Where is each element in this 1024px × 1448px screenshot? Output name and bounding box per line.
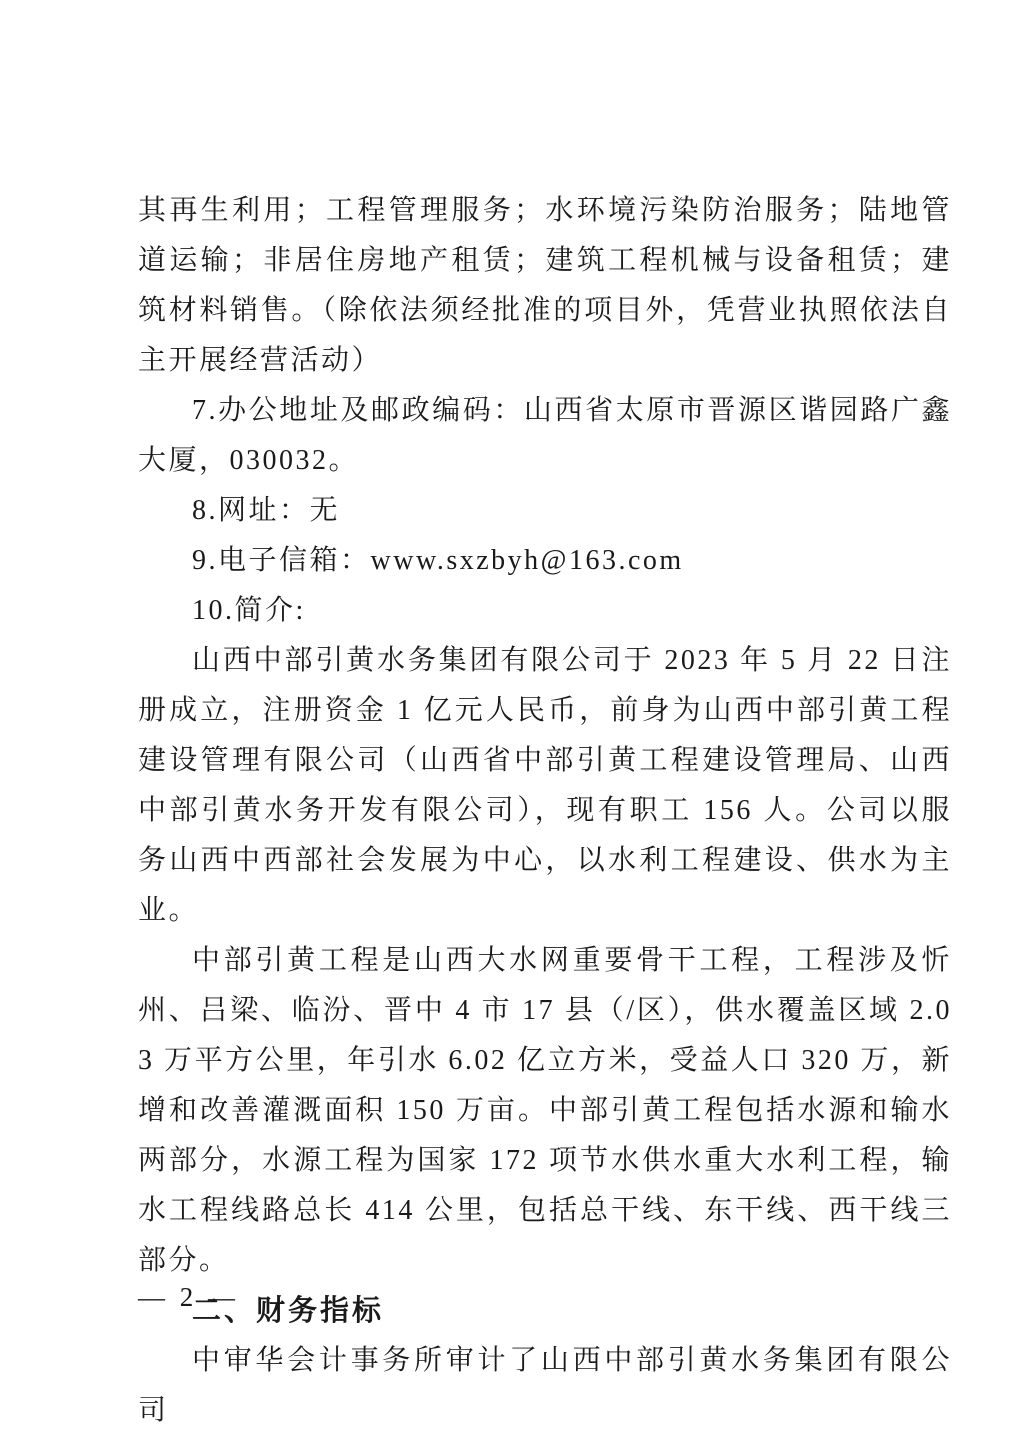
paragraph: 7.办公地址及邮政编码：山西省太原市晋源区谐园路广鑫大厦，030032。 [138, 395, 952, 476]
section-heading: 二、财务指标 [192, 1295, 385, 1327]
page-number: — 2 — [138, 1282, 239, 1312]
paragraph: 8.网址：无 [192, 495, 341, 526]
paragraph: 其再生利用；工程管理服务；水环境污染防治服务；陆地管道运输；非居住房地产租赁；建筑工程机械与设备租赁；建筑材料销售。（除依法须经批准的项目外，凭营业执照依法自主开展经营活动） [138, 195, 952, 376]
paragraph: 10.简介: [192, 595, 306, 626]
paragraph: 中审华会计事务所审计了山西中部引黄水务集团有限公司 [138, 1345, 952, 1426]
paragraph: 中部引黄工程是山西大水网重要骨干工程，工程涉及忻州、吕梁、临汾、晋中 4 市 17 县（/区），供水覆盖区域 2.03 万平方公里，年引水 6.02 亿立方米，受益人口 320 万，新增和改善灌溉面积 150 万亩。中部引黄工程包括水源和输水两部分，水源工程为国家 172 项节水供水重大水利工程，输水工程线路总长 414 公里，包括总干线、东干线、西干线三部分。 [138, 945, 952, 1276]
document-body [138, 186, 952, 1436]
paragraph: 9.电子信箱：www.sxzbyh@163.com [192, 545, 684, 576]
paragraph: 山西中部引黄水务集团有限公司于 2023 年 5 月 22 日注册成立，注册资金 1 亿元人民币，前身为山西中部引黄工程建设管理有限公司（山西省中部引黄工程建设管理局、山西中部引黄水务开发有限公司），现有职工 156 人。公司以服务山西中西部社会发展为中心，以水利工程建设、供水为主业。 [138, 645, 952, 926]
